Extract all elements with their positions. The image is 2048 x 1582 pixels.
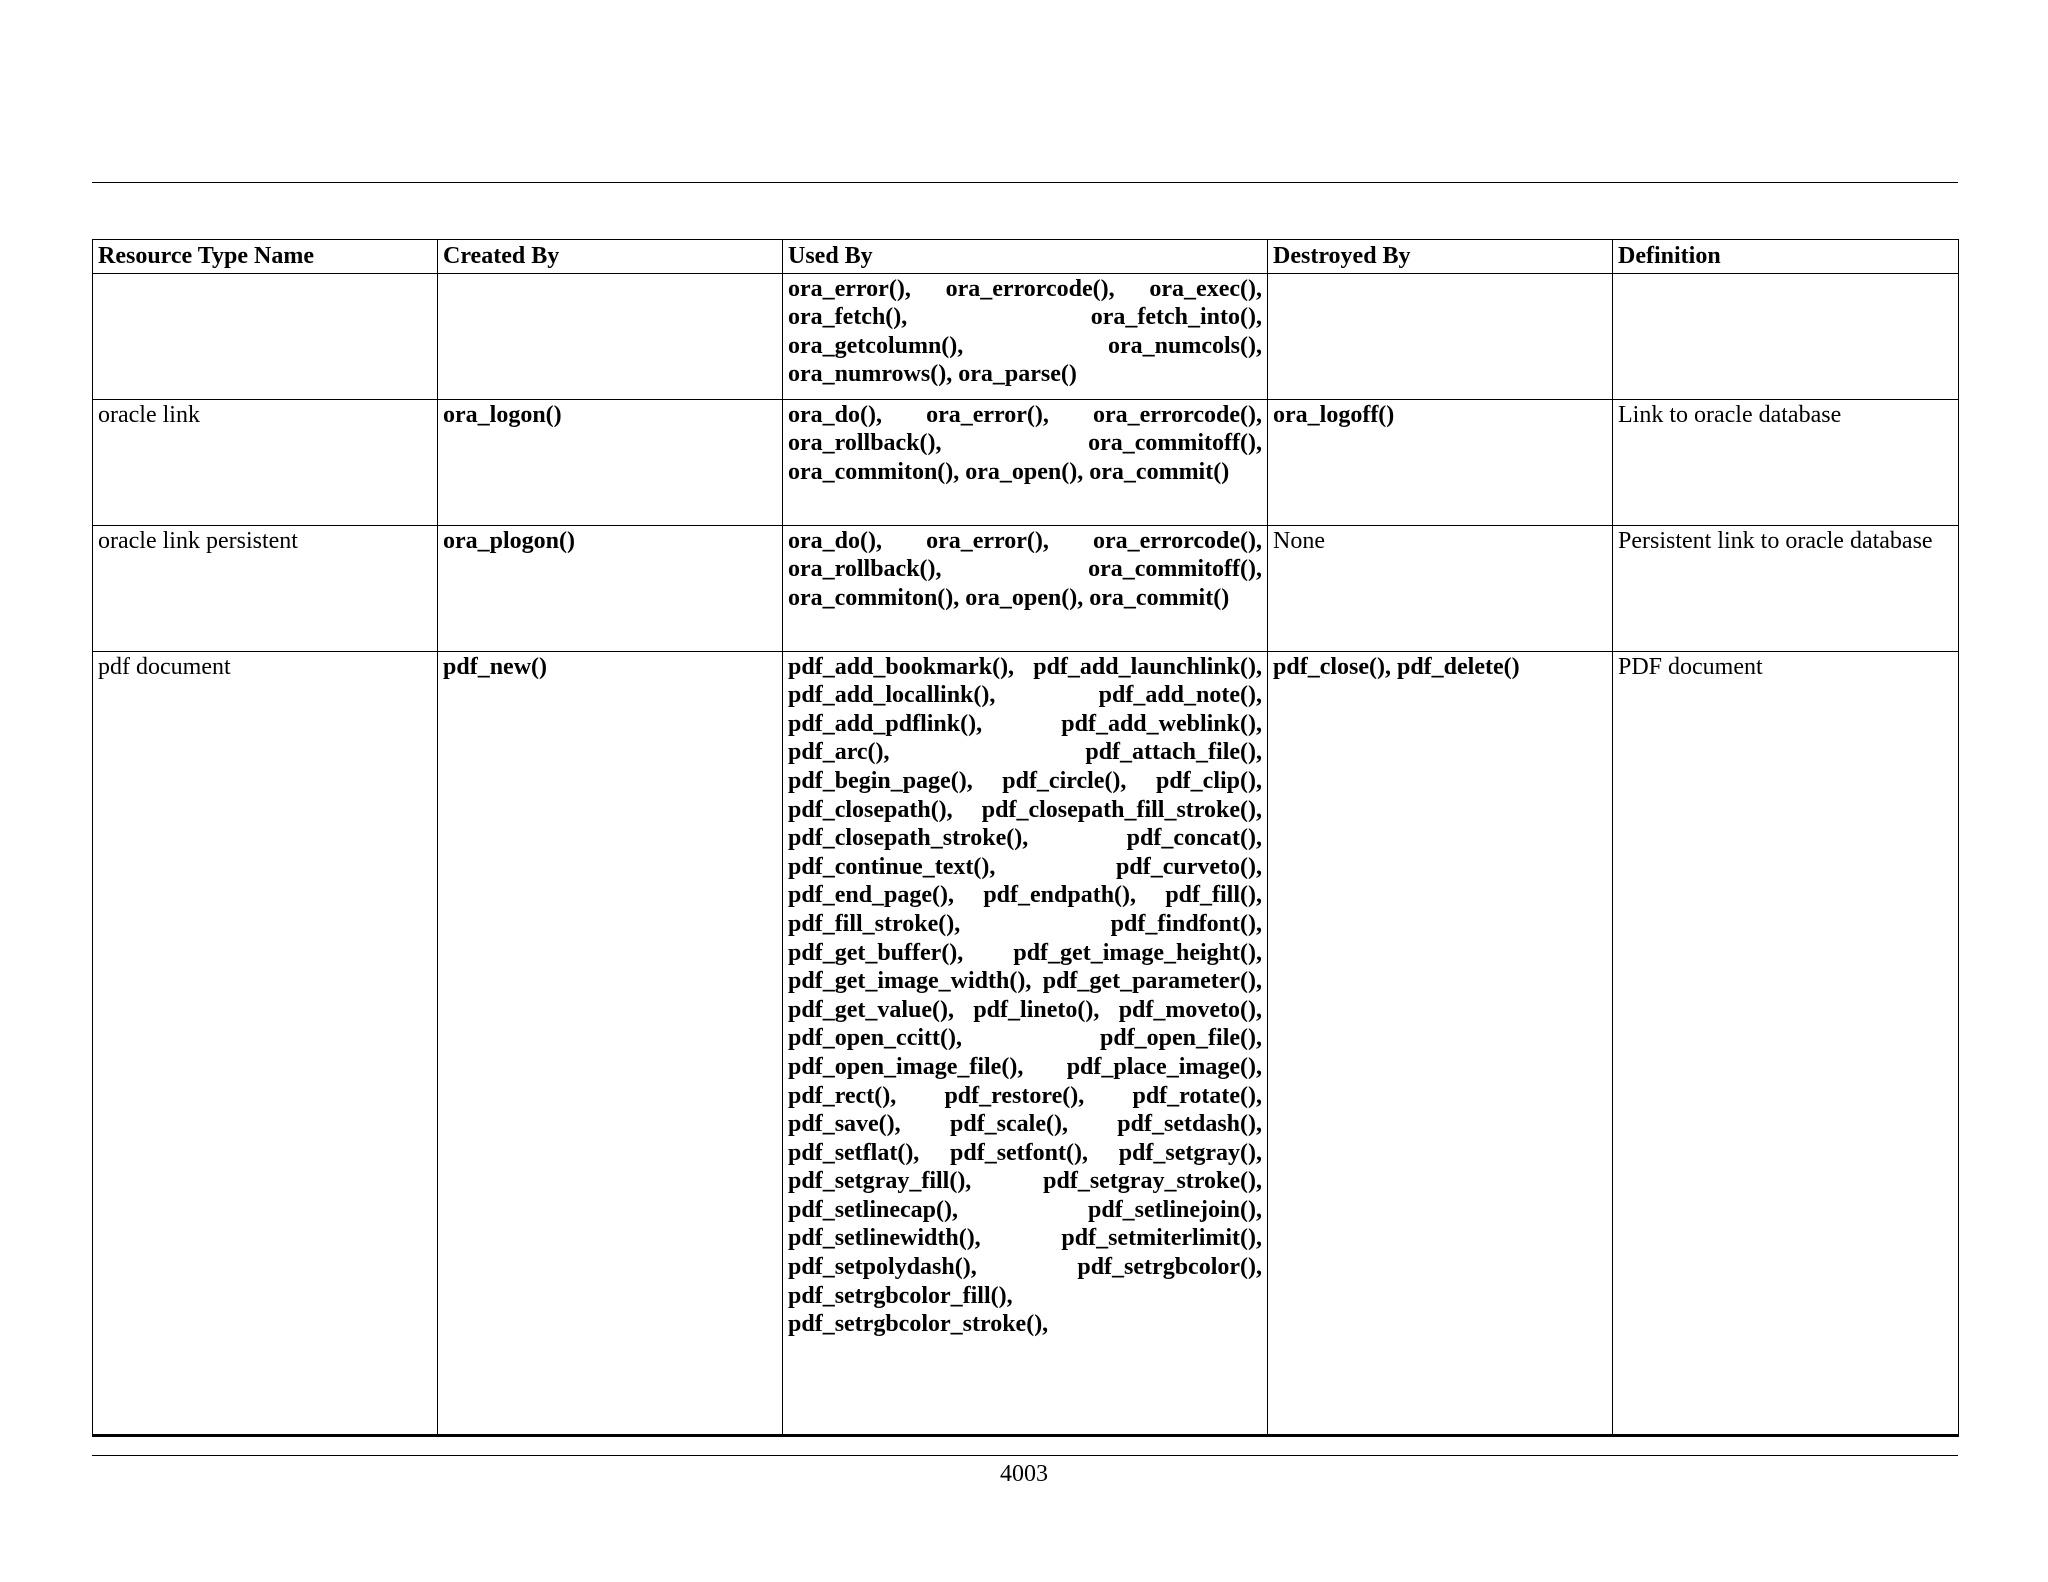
cell-created-by [438,273,783,399]
cell-used-by: pdf_add_bookmark(), pdf_add_launchlink(), pdf_add_locallink(), pdf_add_note(), pdf_add_pdflink(), pdf_add_weblink(), pdf_arc(), pdf_attach_file(), pdf_begin_page(), pdf_circle(), pdf_clip(), pdf_closepath(), pdf_closepath_fill_stroke(), pdf_closepath_stroke(), pdf_concat(), pdf_continue_text(), pdf_curveto(), pdf_end_page(), pdf_endpath(), pdf_fill(), pdf_fill_stroke(), pdf_findfont(), pdf_get_buffer(), pdf_get_image_height(), pdf_get_image_width(), pdf_get_parameter(), pdf_get_value(), pdf_lineto(), pdf_moveto(), pdf_open_ccitt(), pdf_open_file(), pdf_open_image_file(), pdf_place_image(), pdf_rect(), pdf_restore(), pdf_rotate(), pdf_save(), pdf_scale(), pdf_setdash(), pdf_setflat(), pdf_setfont(), pdf_setgray(), pdf_setgray_fill(), pdf_setgray_stroke(), pdf_setlinecap(), pdf_setlinejoin(), pdf_setlinewidth(), pdf_setmiterlimit(), pdf_setpolydash(), pdf_setrgbcolor(), pdf_setrgbcolor_fill(), pdf_setrgbcolor_stroke(), [783,651,1268,1435]
header-destroyed-by: Destroyed By [1268,240,1613,274]
header-resource-type-name: Resource Type Name [93,240,438,274]
header-used-by: Used By [783,240,1268,274]
header-created-by: Created By [438,240,783,274]
cell-definition [1613,273,1959,399]
cell-resource-type [93,273,438,399]
cell-destroyed-by: pdf_close(), pdf_delete() [1268,651,1613,1435]
cell-destroyed-by: ora_logoff() [1268,399,1613,525]
cell-destroyed-by: None [1268,525,1613,651]
page-number: 4003 [1000,1461,1048,1487]
cell-resource-type: oracle link [93,399,438,525]
cell-used-by: ora_do(), ora_error(), ora_errorcode(), ora_rollback(), ora_commitoff(), ora_commiton(), ora_open(), ora_commit() [783,525,1268,651]
cell-used-by: ora_error(), ora_errorcode(), ora_exec(), ora_fetch(), ora_fetch_into(), ora_getcolumn(), ora_numcols(), ora_numrows(), ora_parse() [783,273,1268,399]
cell-definition: Link to oracle database [1613,399,1959,525]
cell-definition: PDF document [1613,651,1959,1435]
cell-created-by: ora_plogon() [438,525,783,651]
table-row [93,651,1959,1435]
table-row [93,399,1959,525]
cell-resource-type: pdf document [93,651,438,1435]
cell-created-by: ora_logon() [438,399,783,525]
table-header-row [93,240,1959,274]
cell-created-by: pdf_new() [438,651,783,1435]
table-row [93,273,1959,399]
footer-rule [92,1455,1958,1456]
cell-used-by: ora_do(), ora_error(), ora_errorcode(), ora_rollback(), ora_commitoff(), ora_commiton(), ora_open(), ora_commit() [783,399,1268,525]
cell-resource-type: oracle link persistent [93,525,438,651]
cell-definition: Persistent link to oracle database [1613,525,1959,651]
table-row [93,525,1959,651]
header-rule [92,182,1958,183]
resource-types-table [92,239,1959,1437]
cell-destroyed-by [1268,273,1613,399]
header-definition: Definition [1613,240,1959,274]
